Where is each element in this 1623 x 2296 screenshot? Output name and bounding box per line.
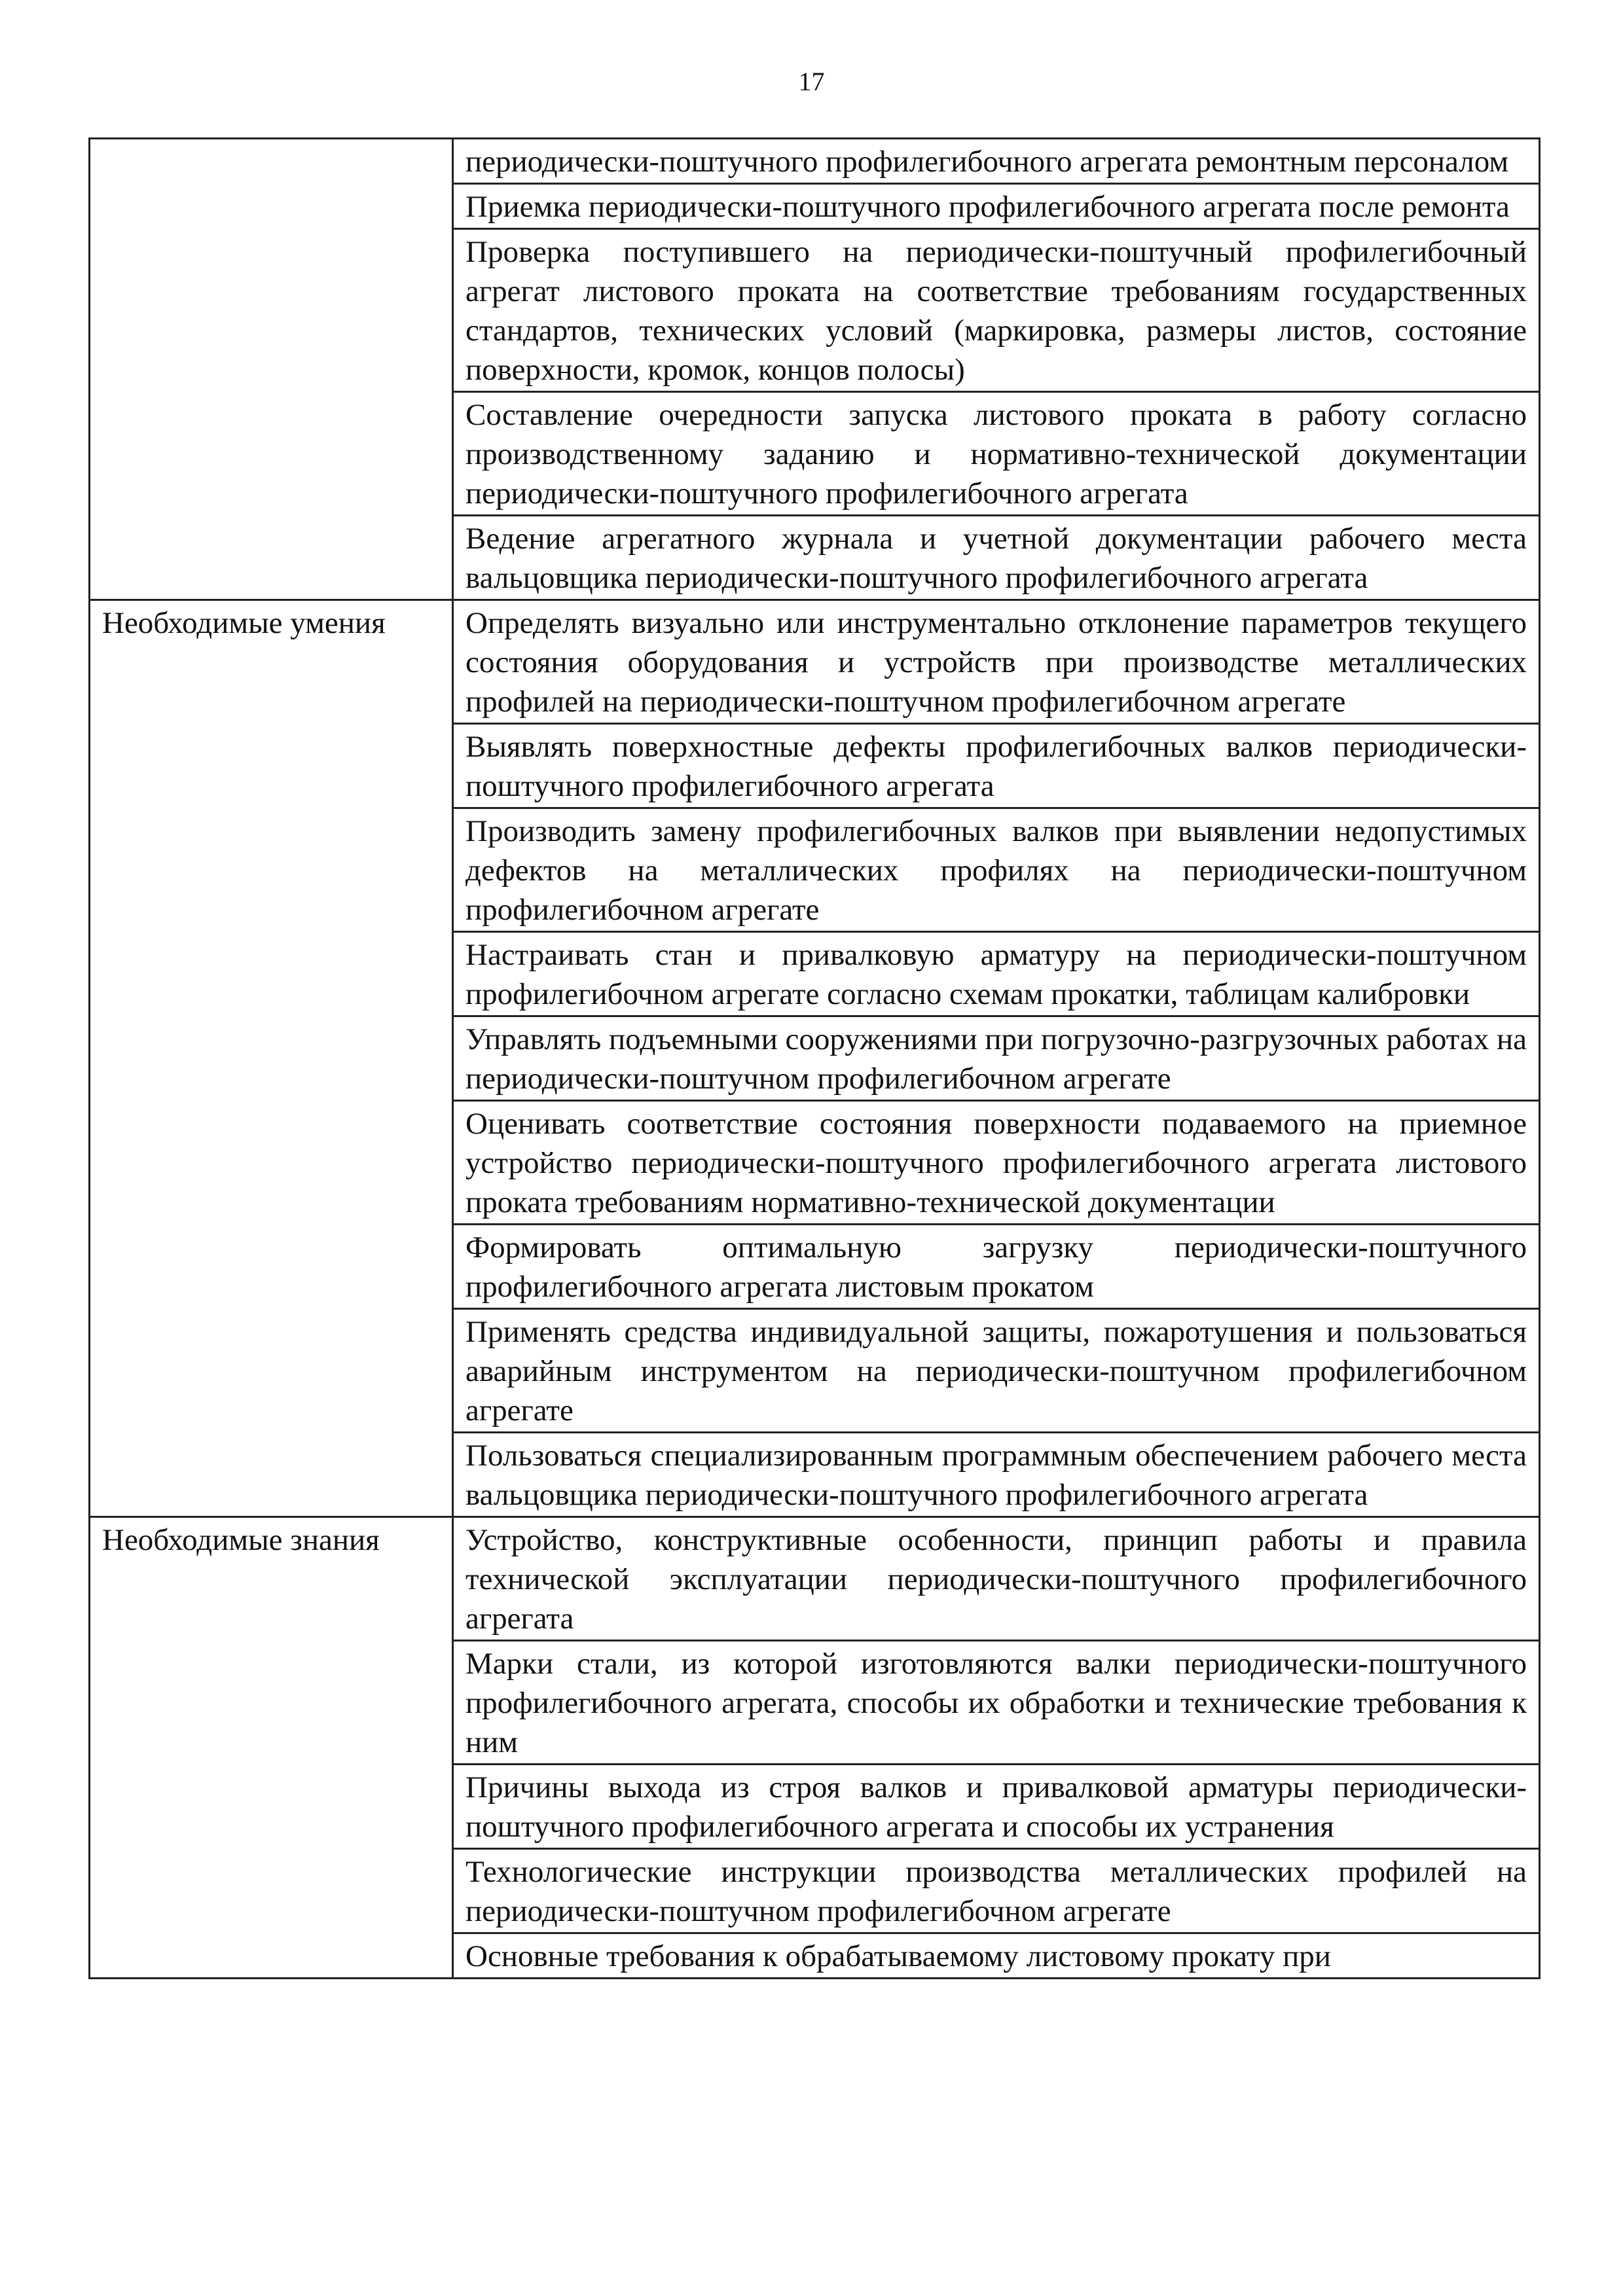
- knowledge-label: Необходимые знания: [90, 1517, 453, 1979]
- list-item: периодически-поштучного профилегибочного агрегата ремонтным персоналом: [453, 139, 1540, 184]
- skills-label: Необходимые умения: [90, 600, 453, 1517]
- list-item: Марки стали, из которой изготовляются валки периодически-поштучного профилегибочного агрегата, способы их обработки и технические требования к ним: [453, 1641, 1540, 1765]
- list-item: Определять визуально или инструментально отклонение параметров текущего состояния оборудования и устройств при производстве металлических профилей на периодически-поштучном профилегибочном агрегате: [453, 600, 1540, 724]
- list-item: Технологические инструкции производства металлических профилей на периодически-поштучном профилегибочном агрегате: [453, 1849, 1540, 1933]
- list-item: Составление очередности запуска листового проката в работу согласно производственному заданию и нормативно-технической документации периодически-поштучного профилегибочного агрегата: [453, 392, 1540, 516]
- list-item: Управлять подъемными сооружениями при погрузочно-разгрузочных работах на периодически-поштучном профилегибочном агрегате: [453, 1016, 1540, 1101]
- list-item: Выявлять поверхностные дефекты профилегибочных валков периодически-поштучного профилегибочного агрегата: [453, 724, 1540, 808]
- list-item: Устройство, конструктивные особенности, принцип работы и правила технической эксплуатации периодически-поштучного профилегибочного агрегата: [453, 1517, 1540, 1641]
- table-row: [90, 1517, 1540, 1641]
- list-item: Приемка периодически-поштучного профилегибочного агрегата после ремонта: [453, 184, 1540, 229]
- table-row: [90, 600, 1540, 724]
- list-item: Применять средства индивидуальной защиты, пожаротушения и пользоваться аварийным инструментом на периодически-поштучном профилегибочном агрегате: [453, 1309, 1540, 1433]
- labor-functions-table: [88, 137, 1541, 1979]
- list-item: Ведение агрегатного журнала и учетной документации рабочего места вальцовщика периодически-поштучного профилегибочного агрегата: [453, 516, 1540, 600]
- page-number: 17: [798, 67, 825, 96]
- table-row: [90, 139, 1540, 184]
- empty-label-cell: [90, 139, 453, 600]
- list-item: Производить замену профилегибочных валков при выявлении недопустимых дефектов на металлических профилях на периодически-поштучном профилегибочном агрегате: [453, 808, 1540, 932]
- list-item: Оценивать соответствие состояния поверхности подаваемого на приемное устройство периодически-поштучного профилегибочного агрегата листового проката требованиям нормативно-технической документации: [453, 1101, 1540, 1225]
- list-item: Основные требования к обрабатываемому листовому прокату при: [453, 1933, 1540, 1979]
- list-item: Проверка поступившего на периодически-поштучный профилегибочный агрегат листового проката на соответствие требованиям государственных стандартов, технических условий (маркировка, размеры листов, состояние поверхности, кромок, концов полосы): [453, 229, 1540, 392]
- list-item: Настраивать стан и привалковую арматуру на периодически-поштучном профилегибочном агрегате согласно схемам прокатки, таблицам калибровки: [453, 932, 1540, 1016]
- list-item: Пользоваться специализированным программным обеспечением рабочего места вальцовщика периодически-поштучного профилегибочного агрегата: [453, 1433, 1540, 1517]
- list-item: Причины выхода из строя валков и привалковой арматуры периодически-поштучного профилегибочного агрегата и способы их устранения: [453, 1765, 1540, 1849]
- list-item: Формировать оптимальную загрузку периодически-поштучного профилегибочного агрегата листовым прокатом: [453, 1225, 1540, 1309]
